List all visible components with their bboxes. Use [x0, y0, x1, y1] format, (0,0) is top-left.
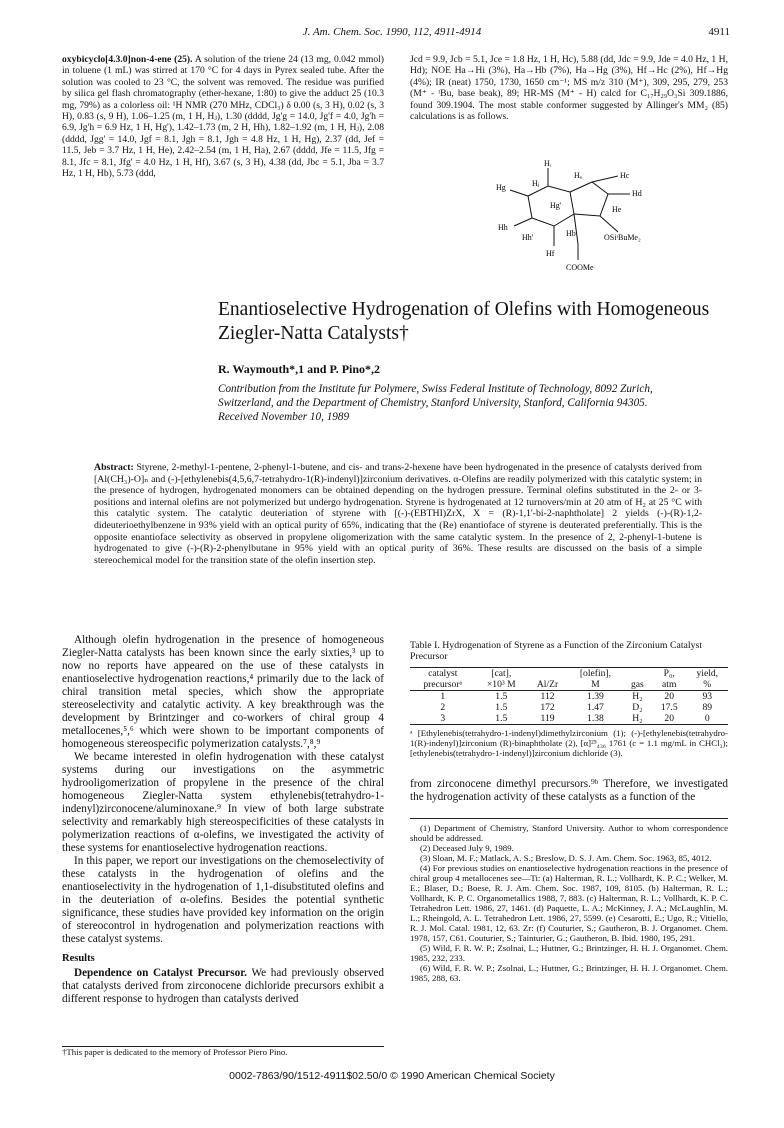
structure-label: He [612, 205, 622, 214]
article-affiliation: Contribution from the Institute fur Polymere, Swiss Federal Institute of Technology, 8092 Zurich, Switzerland, and the Department of Chemistry, Stanford University, Stanford, California 94305. Received November 10, 1989 [218, 383, 653, 423]
table-caption: Table I. Hydrogenation of Styrene as a Function of the Zirconium Catalyst Precursor [410, 640, 703, 663]
table-cell: 1.47 [587, 701, 604, 713]
table-footnote: ᵃ [Ethylenebis(tetrahydro-1-indenyl)dimethylzirconium (1); (-)-[ethylenebis(tetrahydro-1(R)-indenyl)]zirconium (R)-binaphtholate (2), [α]²⁵₄₃₆ 1761 (c = 1.1 mg/mL in CHCl₃); [ethylenebis(tetrahydro-1-indenyl)]zirconium dichloride (3). [410, 727, 728, 758]
table-cell: D₂ [632, 701, 643, 713]
structure-label: Hh [498, 223, 508, 232]
table-row [410, 713, 728, 725]
body-paragraph: We had previously observed that catalysts derived from zirconocene dichloride precursors exhibit a different response to hydrogen than catalysts derived [62, 967, 384, 1005]
structure-label: Hf [546, 249, 555, 258]
table-cell: 0 [704, 712, 710, 724]
abstract-text: Styrene, 2-methyl-1-pentene, 2-phenyl-1-butene, and cis- and trans-2-hexene have been hydrogenated in the presence of catalysts derived from [Al(CH₃)-O]ₙ and (-)-[ethylenebis(4,5,6,7-tetrahydro-1(R)-indenyl)]zirconium derivatives. α-Olefins are readily polymerized with this catalytic system; in the presence of hydrogen, hydrogenated monomers can be obtained depending on the hydrogen pressure. Terminal olefins substituted in the 2- or 3-positions and internal olefins are not polymerized but undergo hydrogenation. Styrene is hydrogenated at 12 turnovers/min at 20 atm of H₂ at 25 °C with this catalytic system. The catalytic deuteriation of styrene with [(-)-(EBTHI)ZrX, X = (R)-1,1'-bi-2-naphtholate] 2 yields (-)-(R)-1,2-dideuterioethylbenzene in 93% yield with an optical purity of 65%, indicating that the (Re) enantioface of styrene is deuterated preferentially. This is the opposite enantioface selectivity as observed in propylene oligomerization with the same catalytic system. In the presence of 2, 2-phenyl-1-butene is hydrogenated to give (-)-(R)-2-phenylbutane in 95% yield with an optical purity of 36%. These results are discussed on the basis of a simple stereochemical model for the transition state of the olefin insertion step. [94, 462, 702, 566]
table-header: [olefin], M [579, 667, 611, 690]
page-number: 4911 [708, 26, 730, 38]
experimental-text: A solution of the triene 24 (13 mg, 0.042 mmol) in toluene (1 mL) was stirred at 170 °C for 4 days in Pyrex sealed tube. After the solution was cooled to 23 °C, the solvent was removed. The residue was purified by silica gel flash chromatography (ether-hexane, 1:80) to give the adduct 25 (10.3 mg, 79%) as a colorless oil: ¹H NMR (270 MHz, CDCl₃) δ 0.00 (s, 3 H), 0.02 (s, 3 H), 0.83 (s, 9 H), 1.06–1.25 (m, 1 H, Hⱼ), 1.30 (dddd, Jg'g = 14.0, Jg'f = 4.0, Jg'h = 6.9, Jg'h = 6.9 Hz, 1 H, Hg'), 1.42–1.73 (m, 2 H, Hh), 1.82–1.92 (m, 1 H, Hⱼ), 2.08 (dddd, Jgg' = 14.0, Jgf = 8.1, Jgh = 8.1, Jgh = 4.8 Hz, 1 H, Hg), 2.37 (dd, Jef = 11.5, Jeb = 3.7 Hz, 1 H, He), 2.42–2.54 (m, 1 H, Ha), 2.67 (dddd, Jfe = 11.5, Jfg = 8.1, Jfc = 8.1, Jfg' = 4.0 Hz, 1 H, Hf), 3.67 (s, 3 H), 4.38 (dd, Jbc = 5.1, Jba = 3.7 Hz, 1 H, Hb), 5.73 (ddd, [62, 54, 385, 180]
journal-header: J. Am. Chem. Soc. 1990, 112, 4911-4914 [302, 26, 482, 38]
experimental-continued-right [410, 54, 728, 122]
footnote-item: (4) For previous studies on enantioselective hydrogenation reactions in the presence of chiral group 4 metallocenes see—Ti: (a) Halterman, R. L.; Vollhardt, K. P. C.; Welker, M. E.; Blaser, D.; Boese, R. J. Am. Chem. Soc. 1987, 109, 8105. (b) Halterman, R. L.; Vollhardt, K. P. C. Organometallics 1988, 7, 883. (c) Halterman, R. L.; Vollhardt, K. P. C. Tetrahedron Lett. 1986, 27, 1461. (d) Paquette, L. A.; McKinney, J. A.; McLaughlin, M. L.; Rheingold, A. L. Tetrahedron Lett. 1986, 27, 5599. (e) Cesarotti, E.; Ugo, R.; Vitiello, R. J. Mol. Catal. 1981, 12, 63. Zr: (f) Couturier, S.; Gautheron, B. J. Organomet. Chem. 1978, 157, C61. Couturier, S.; Tainturier, G.; Gautheron, B. Ibid. 1980, 195, 291. [410, 863, 728, 943]
table-header: [cat], ×10³ M [486, 667, 516, 690]
table-cell: H₂ [632, 712, 643, 724]
footnotes [410, 818, 728, 983]
table-cell: 1.39 [587, 690, 604, 702]
table-header: P₀, atm [662, 667, 677, 690]
structure-label: OSiᵗBuMe₂ [604, 233, 641, 242]
results-heading: Results [62, 953, 95, 964]
table-header: yield, % [696, 667, 719, 690]
table-cell: 17.5 [660, 701, 678, 713]
article-authors: R. Waymouth*,1 and P. Pino*,2 [218, 362, 381, 376]
table-cell: 93 [702, 690, 713, 702]
table-cell: 20 [664, 690, 675, 702]
table-cell: H₂ [632, 690, 643, 702]
abstract [94, 462, 702, 566]
table-1 [410, 640, 728, 758]
table-cell: 1.38 [587, 712, 604, 724]
structure-label: COOMe [566, 263, 594, 272]
body-left-column [62, 634, 384, 1006]
dedication-text: †This paper is dedicated to the memory of Professor Piero Pino. [62, 1047, 288, 1057]
table-cell: 1.5 [495, 712, 508, 724]
subsection-heading: Dependence on Catalyst Precursor. [74, 967, 247, 979]
footnote-item: (1) Department of Chemistry, Stanford University. Author to whom correspondence should be addressed. [410, 823, 728, 843]
compound-heading: oxybicyclo[4.3.0]non-4-ene (25). [62, 54, 193, 65]
table-row [410, 690, 728, 702]
structure-label: Hh' [522, 233, 534, 242]
table-cell: 1.5 [495, 701, 508, 713]
experimental-continued-left [62, 54, 384, 179]
body-paragraph: In this paper, we report our investigations on the chemoselectivity of these catalysts in the hydrogenation of olefins and the enantioselectivity in the hydrogenation of 1,1-disubstituted olefins and in the deuteriation of α-olefins. Besides the potential synthetic significance, these studies have provided key information on the origin of stereocontrol in hydrogenation and polymerization reactions with these catalyst systems. [62, 855, 384, 945]
body-right-column [410, 778, 728, 804]
structure-label: Hb [566, 229, 576, 238]
table-cell: 2 [440, 701, 446, 713]
abstract-label: Abstract: [94, 462, 134, 473]
table-header: catalyst precursorᵃ [423, 667, 463, 690]
table-cell: 119 [540, 712, 555, 724]
body-paragraph: from zirconocene dimethyl precursors.⁹ᵇ Therefore, we investigated the hydrogenation activity of these catalysts as a function of the [410, 778, 728, 803]
table-cell: 1 [440, 690, 446, 702]
table-grid [410, 667, 728, 725]
structure-label: Hg [496, 183, 506, 192]
structure-label: Hᵢ [544, 159, 552, 168]
structure-label: Hg' [550, 201, 562, 210]
structure-label: Hc [620, 171, 630, 180]
table-cell: 1.5 [495, 690, 508, 702]
footnote-item: (2) Deceased July 9, 1989. [420, 843, 514, 853]
dedication-footnote [62, 1046, 384, 1057]
body-paragraph: We became interested in olefin hydrogenation with these catalyst systems during our investigations on the asymmetric hydrooligomerization of propylene in the presence of the chiral homogeneous Ziegler-Natta system ethylenebis(tetrahydro-1-indenyl)zirconocene/aluminoxane.⁹ In view of both large substrate selectivity and remarkably high stereospecificities of these catalysts in polymerization reactions of α-olefins, we investigated the activity of these systems for enantioselective hydrogenation reactions. [62, 751, 384, 854]
structure-label: Hⱼ [532, 179, 540, 188]
copyright-line: 0002-7863/90/1512-4911$02.50/0 © 1990 American Chemical Society [229, 1070, 555, 1082]
footnote-item: (3) Sloan, M. F.; Matlack, A. S.; Breslow, D. S. J. Am. Chem. Soc. 1963, 85, 4012. [420, 853, 712, 863]
table-cell: 3 [440, 712, 446, 724]
table-cell: 20 [664, 712, 675, 724]
table-header: gas [630, 678, 644, 690]
structure-label: Hₐ [574, 171, 582, 180]
footnote-item: (6) Wild, F. R. W. P.; Zsolnai, L.; Huttner, G.; Brintzinger, H. H. J. Organomet. Chem. 1985, 288, 63. [410, 963, 728, 983]
table-cell: 112 [540, 690, 555, 702]
conformer-structure-diagram [488, 156, 658, 276]
experimental-text-right: Jcd = 9.9, Jcb = 5.1, Jce = 1.8 Hz, 1 H, Hc), 5.88 (dd, Jdc = 9.9, Jde = 4.0 Hz, 1 H, Hd); NOE Ha→Hi (3%), Ha→Hb (7%), Ha→Hg (3%), Hf→Hc (2%), Hf→Hg (4%); IR (neat) 1750, 1730, 1650 cm⁻¹; MS m/z 310 (M⁺), 309, 295, 279, 253 (M⁺ - ᵗBu, base beak), 89; HR-MS (M⁺ - H) calcd for C₁₇H₂₉O₃Si 309.1886, found 309.1904. The most stable conformer suggested by Allinger's MM₂ (85) calculations is as follows. [410, 54, 728, 123]
table-cell: 89 [702, 701, 713, 713]
body-paragraph: Although olefin hydrogenation in the presence of homogeneous Ziegler-Natta catalysts has been known since the early sixties,³ up to now no reports have appeared on the use of these catalysts in enantioselective hydrogenation reactions,⁴ primarily due to the lack of chiral transition metal species, which show the appropriate stereoselectivity and catalytic activity. A key breakthrough was the development by Brintzinger and co-workers of chiral group 4 metallocenes,⁵,⁶ which were shown to be important components of homogeneous stereospecific polymerization catalysts.⁷,⁸,⁹ [62, 634, 384, 750]
table-row [410, 702, 728, 713]
footnote-item: (5) Wild, F. R. W. P.; Zsolnai, L.; Huttner, G.; Brintzinger, H. H. J. Organomet. Chem. 1985, 232, 233. [410, 943, 728, 963]
structure-label: Hd [632, 189, 642, 198]
table-header: Al/Zr [536, 678, 559, 690]
article-title: Enantioselective Hydrogenation of Olefins with Homogeneous Ziegler-Natta Catalysts† [218, 299, 710, 344]
table-cell: 172 [540, 701, 555, 713]
